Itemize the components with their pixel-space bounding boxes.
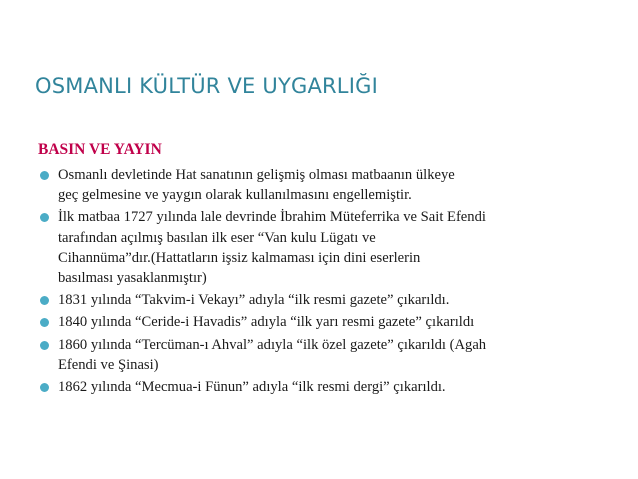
- bullet-dot-icon: [40, 383, 49, 392]
- bullet-item: [38, 207, 618, 288]
- bullet-dot-icon: [40, 341, 49, 350]
- bullet-line: tarafından açılmış basılan ilk eser “Van kulu Lügatı ve: [58, 229, 376, 246]
- bullet-line: İlk matbaa 1727 yılında lale devrinde İbrahim Müteferrika ve Sait Efendi: [58, 209, 486, 226]
- bullet-line: 1840 yılında “Ceride-i Havadis” adıyla “ilk yarı resmi gazete” çıkarıldı: [58, 314, 475, 331]
- bullet-line: 1831 yılında “Takvim-i Vekayı” adıyla “ilk resmi gazete” çıkarıldı.: [58, 292, 450, 309]
- bullet-line: Cihannüma”dır.(Hattatların işsiz kalmaması için dini eserlerin: [58, 249, 421, 266]
- bullet-line: geç gelmesine ve yaygın olarak kullanılmasını engellemiştir.: [58, 187, 412, 204]
- bullet-line: basılması yasaklanmıştır): [58, 270, 207, 287]
- bullet-item: [38, 335, 618, 375]
- bullet-line: 1862 yılında “Mecmua-i Fünun” adıyla “ilk resmi dergi” çıkarıldı.: [58, 379, 446, 396]
- bullet-dot-icon: [40, 296, 49, 305]
- slide-content: [38, 139, 618, 399]
- section-heading: BASIN VE YAYIN: [38, 141, 162, 158]
- bullet-line: Osmanlı devletinde Hat sanatının gelişmiş olması matbaanın ülkeye: [58, 167, 455, 183]
- bullet-item: [38, 312, 618, 332]
- bullet-line: Efendi ve Şinasi): [58, 356, 159, 373]
- bullet-dot-icon: [40, 318, 49, 327]
- bullet-item: [38, 165, 618, 205]
- bullet-line: 1860 yılında “Tercüman-ı Ahval” adıyla “ilk özel gazete” çıkarıldı (Agah: [58, 336, 487, 353]
- bullet-dot-icon: [40, 213, 49, 222]
- slide-title: OSMANLI KÜLTÜR VE UYGARLIĞI: [35, 74, 378, 98]
- bullet-item: [38, 377, 618, 397]
- bullet-item: [38, 290, 618, 310]
- bullet-dot-icon: [40, 171, 49, 180]
- bullet-list: [38, 165, 618, 397]
